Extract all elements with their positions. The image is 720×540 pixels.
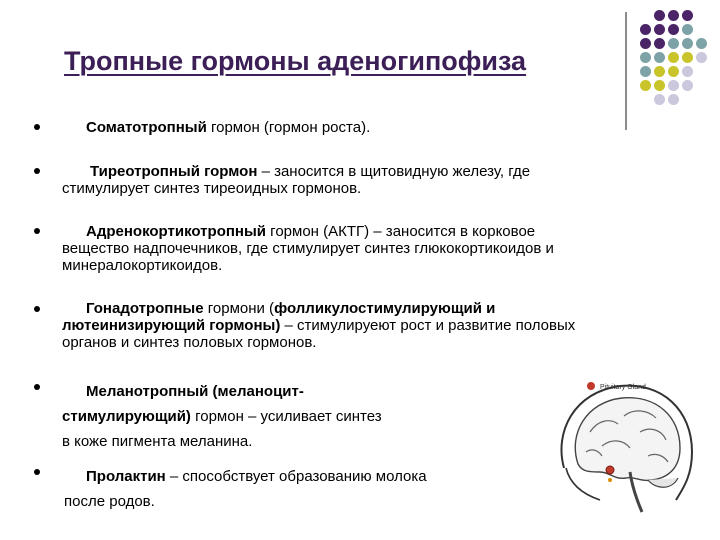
list-item: Пролактин – способствует образованию молока после родов. [64,468,427,510]
list-item: Гонадотропные гормони (фолликулостимулирующий и лютеинизирующий гормоны) – стимулируеют рост и развитие половых органов и синтез половых гормонов. [62,300,576,351]
decorative-dot [668,24,679,35]
decorative-dot [682,38,693,49]
bullet-dot-icon [34,168,40,174]
decorative-dot [668,10,679,21]
decorative-dot [696,52,707,63]
decorative-dot [696,38,707,49]
bullet-dot-icon [34,124,40,130]
decorative-dot [640,38,651,49]
decorative-dot [668,52,679,63]
decorative-dot [640,52,651,63]
decorative-dot [682,52,693,63]
decorative-dot [654,52,665,63]
decorative-dot [668,66,679,77]
slide-title: Тропные гормоны аденогипофиза [64,46,527,76]
decorative-dot [668,38,679,49]
list-item: Адренокортикотропный гормон (АКТГ) – заносится в корковое вещество надпочечников, где стимулирует синтез глюкокортикоидов и минералокортикоидов. [62,223,554,274]
decorative-dot [654,24,665,35]
bullet-dot-icon [34,228,40,234]
bullet-dot-icon [34,384,40,390]
decorative-dot [668,94,679,105]
decorative-dot [654,80,665,91]
bullet-dot-icon [34,469,40,475]
brain-illustration-icon [552,372,697,520]
decorative-dot [640,24,651,35]
decorative-dot [640,66,651,77]
decorative-dot-grid-icon [640,10,720,120]
bullet-dot-icon [34,306,40,312]
decorative-dot [682,80,693,91]
title-divider [625,12,627,130]
decorative-dot [668,80,679,91]
list-item: Меланотропный (меланоцит- стимулирующий) гормон – усиливает синтез в коже пигмента меланина. [62,383,382,450]
decorative-dot [654,38,665,49]
image-label: Pituitary Gland [600,384,646,391]
list-item: Соматотропный гормон (гормон роста). [86,119,371,136]
list-item: Тиреотропный гормон – заносится в щитовидную железу, где стимулирует синтез тиреоидных гормонов. [62,163,531,197]
decorative-dot [654,10,665,21]
decorative-dot [682,66,693,77]
decorative-dot [682,10,693,21]
decorative-dot [640,80,651,91]
decorative-dot [654,94,665,105]
decorative-dot [682,24,693,35]
decorative-dot [654,66,665,77]
